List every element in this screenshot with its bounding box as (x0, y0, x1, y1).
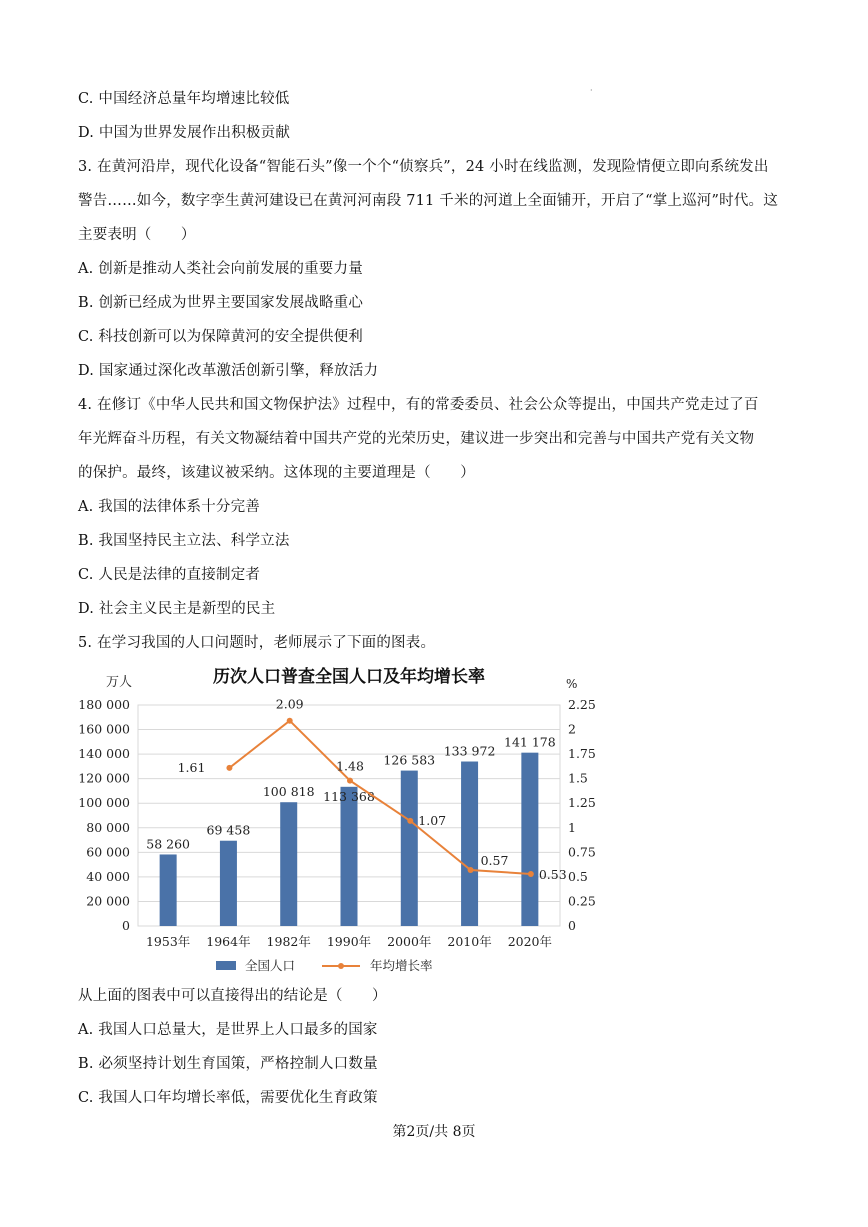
x-tick-label: 1964年 (206, 934, 251, 949)
question-3-line-1: 3. 在黄河沿岸，现代化设备“智能石头”像一个个“侦察兵”，24 小时在线监测，发现险情便立即向系统发出 (78, 159, 769, 175)
bar-1982年 (280, 802, 297, 926)
line-data-label: 1.07 (418, 812, 447, 828)
bar-data-label: 141 178 (504, 734, 556, 750)
option-c-q2: C. 中国经济总量年均增速比较低 (78, 91, 290, 107)
y-tick-label: 140 000 (78, 746, 130, 762)
line-data-label: 0.53 (538, 866, 567, 882)
y-tick-label: 120 000 (78, 770, 130, 786)
y-tick-label: 160 000 (78, 721, 130, 737)
legend-line-label: 年均增长率 (370, 958, 433, 973)
option-c-q3: C. 科技创新可以为保障黄河的安全提供便利 (78, 329, 363, 345)
y2-tick-label: 2.25 (568, 697, 596, 712)
bar-2000年 (401, 771, 418, 926)
chart-title: 历次人口普查全国人口及年均增长率 (213, 667, 485, 687)
y-tick-label: 80 000 (86, 819, 130, 835)
y2-tick-label: 0.25 (568, 893, 596, 909)
question-4-line-2: 年光辉奋斗历程，有关文物凝结着中国共产党的光荣历史，建议进一步突出和完善与中国共产党有关文物 (78, 431, 755, 447)
y2-tick-label: 0.75 (568, 844, 596, 860)
option-a-q4: A. 我国的法律体系十分完善 (78, 499, 260, 515)
bar-1953年 (160, 854, 177, 926)
x-tick-label: 1982年 (266, 934, 311, 949)
option-c-q4: C. 人民是法律的直接制定者 (78, 567, 261, 583)
bar-2010年 (461, 762, 478, 926)
y2-tick-label: 1 (568, 819, 576, 835)
legend-line-marker (338, 963, 344, 969)
y-tick-label: 180 000 (78, 697, 130, 712)
y2-tick-label: 1.75 (568, 746, 596, 762)
bar-data-label: 126 583 (383, 752, 436, 768)
page-footer: 第2页/共 8页 (392, 1124, 476, 1140)
x-tick-label: 2010年 (447, 934, 492, 949)
bar-data-label: 58 260 (146, 836, 191, 852)
growth-rate-point (226, 765, 232, 771)
option-a-q5: A. 我国人口总量大，是世界上人口最多的国家 (78, 1022, 378, 1038)
line-data-label: 0.57 (480, 853, 509, 869)
stray-dot: · (590, 86, 593, 95)
question-3-line-3: 主要表明（ ） (78, 227, 196, 243)
question-4-line-3: 的保护。最终，该建议被采纳。这体现的主要道理是（ ） (78, 465, 475, 481)
bar-1964年 (220, 841, 237, 926)
question-3-line-2: 警告……如今，数字孪生黄河建设已在黄河河南段 711 千米的河道上全面铺开，开启了“掌上巡河”时代。这 (78, 193, 778, 209)
option-c-q5: C. 我国人口年均增长率低，需要优化生育政策 (78, 1090, 378, 1106)
y-tick-label: 100 000 (78, 795, 130, 811)
population-chart (70, 662, 600, 984)
x-tick-label: 2000年 (387, 934, 432, 949)
option-d-q2: D. 中国为世界发展作出积极贡献 (78, 125, 291, 141)
y-tick-label: 40 000 (86, 868, 130, 884)
y2-tick-label: 0.5 (568, 868, 588, 884)
y2-axis-label: % (566, 677, 578, 691)
question-4-line-1: 4. 在修订《中华人民共和国文物保护法》过程中，有的常委委员、社会公众等提出，中国共产党走过了百 (78, 397, 759, 413)
question-5-line-1: 5. 在学习我国的人口问题时，老师展示了下面的图表。 (78, 635, 436, 651)
line-data-label: 1.61 (177, 759, 206, 775)
growth-rate-point (347, 778, 353, 784)
y2-tick-label: 2 (568, 721, 576, 737)
legend-bar-swatch (216, 961, 236, 970)
option-a-q3: A. 创新是推动人类社会向前发展的重要力量 (78, 261, 363, 277)
y-tick-label: 0 (122, 918, 130, 933)
y2-tick-label: 0 (568, 918, 576, 933)
growth-rate-point (287, 718, 293, 724)
option-d-q4: D. 社会主义民主是新型的民主 (78, 601, 276, 617)
legend-bar-label: 全国人口 (245, 958, 296, 973)
option-b-q5: B. 必须坚持计划生育国策，严格控制人口数量 (78, 1056, 378, 1072)
bar-data-label: 100 818 (262, 784, 315, 800)
bar-data-label: 69 458 (206, 822, 251, 838)
x-tick-label: 1990年 (326, 934, 372, 949)
growth-rate-point (468, 867, 474, 873)
line-data-label: 2.09 (275, 696, 304, 712)
growth-rate-point (528, 871, 534, 877)
bar-2020年 (521, 753, 538, 926)
bar-data-label: 133 972 (443, 743, 496, 759)
x-tick-label: 1953年 (145, 934, 191, 949)
y-tick-label: 60 000 (86, 844, 130, 860)
option-b-q4: B. 我国坚持民主立法、科学立法 (78, 533, 290, 549)
question-5-line-2: 从上面的图表中可以直接得出的结论是（ ） (78, 988, 387, 1004)
option-b-q3: B. 创新已经成为世界主要国家发展战略重心 (78, 295, 364, 311)
bar-1990年 (341, 787, 358, 926)
y2-tick-label: 1.5 (568, 770, 588, 786)
bar-data-label: 113 368 (323, 788, 375, 804)
growth-rate-point (407, 818, 413, 824)
option-d-q3: D. 国家通过深化改革激活创新引擎，释放活力 (78, 363, 379, 379)
line-data-label: 1.48 (336, 758, 364, 774)
y-axis-label: 万人 (106, 675, 133, 690)
y-tick-label: 20 000 (86, 893, 130, 909)
x-tick-label: 2020年 (507, 934, 553, 949)
y2-tick-label: 1.25 (568, 795, 596, 811)
